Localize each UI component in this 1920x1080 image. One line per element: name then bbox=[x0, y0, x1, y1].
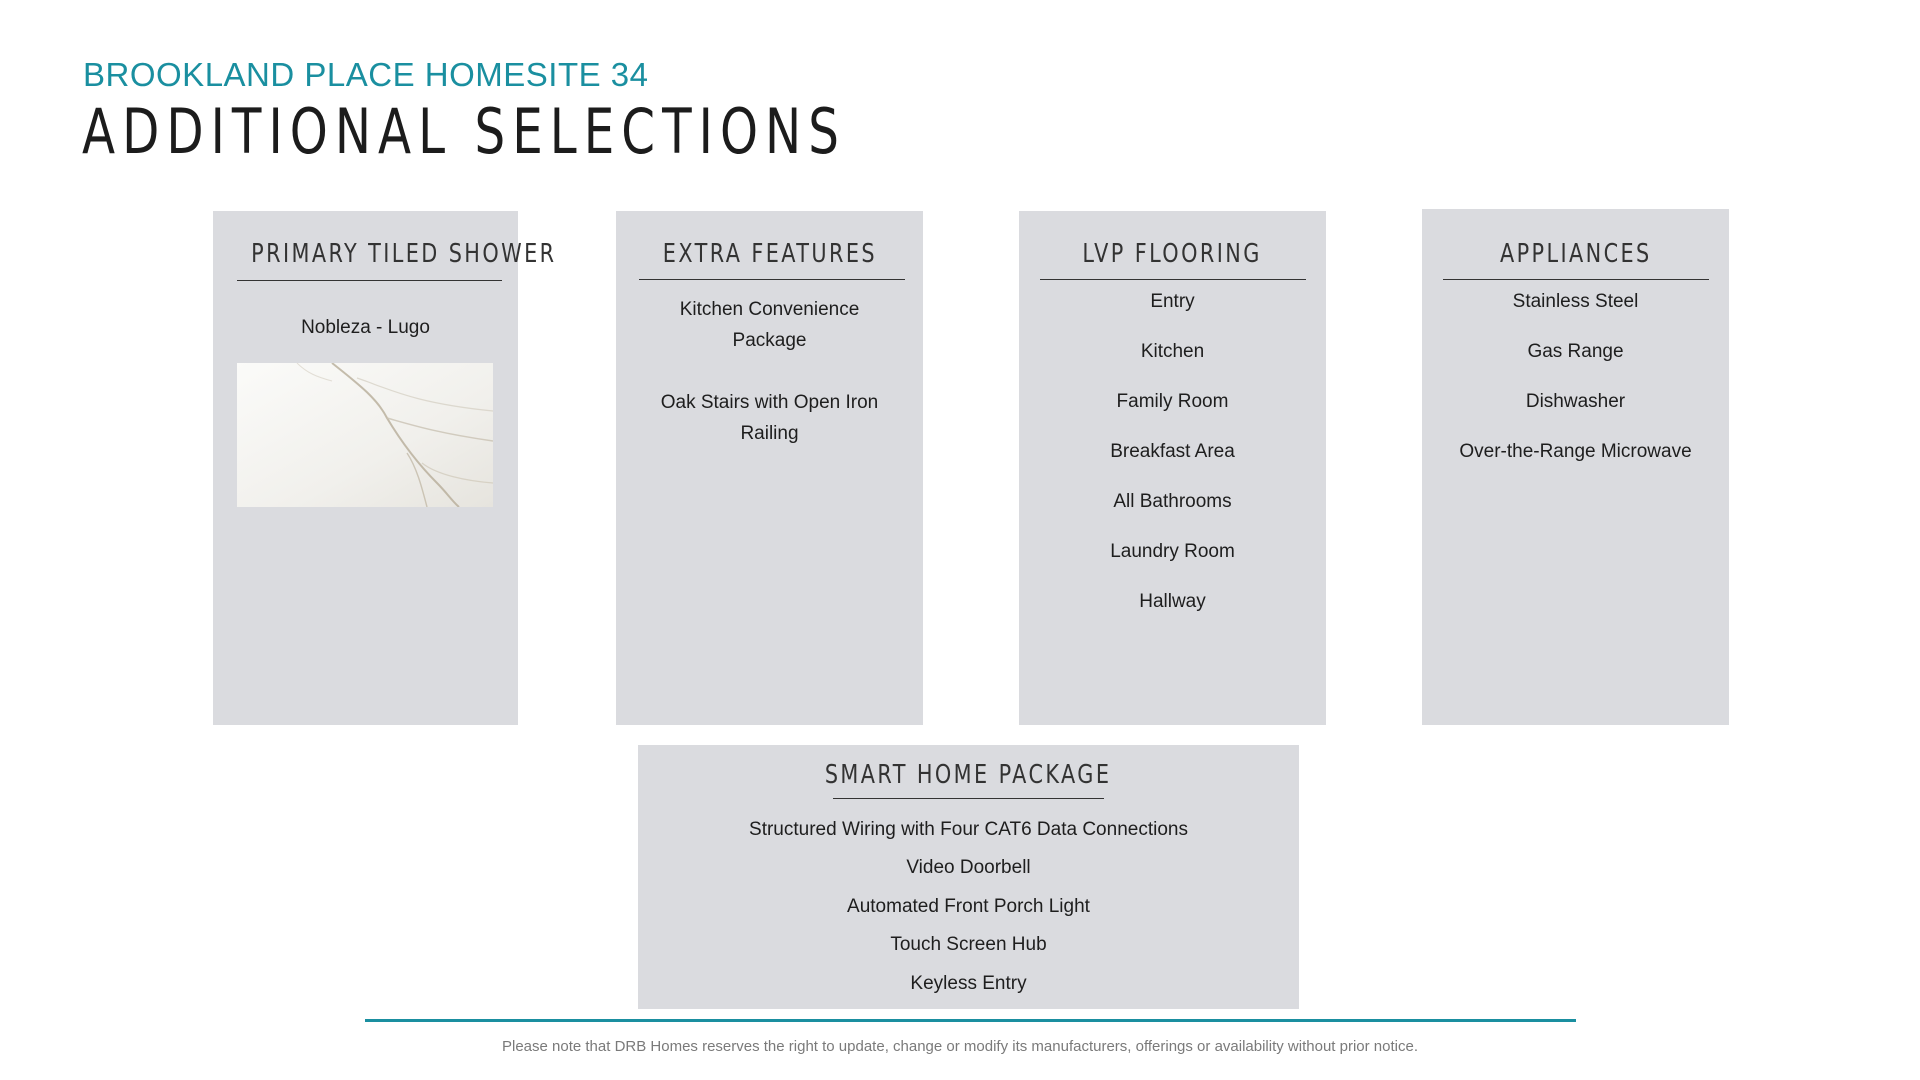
card-header bbox=[1019, 239, 1326, 269]
list-item: Family Room bbox=[1116, 391, 1229, 412]
card-appliances bbox=[1422, 209, 1729, 725]
list-item: Breakfast Area bbox=[1110, 441, 1235, 462]
card-title-divider bbox=[1443, 279, 1709, 280]
card-extra-features bbox=[616, 211, 923, 725]
card-header bbox=[638, 760, 1299, 790]
card-lvp-flooring bbox=[1019, 211, 1326, 725]
list-item: Keyless Entry bbox=[910, 973, 1027, 994]
marble-pattern-icon bbox=[237, 363, 493, 507]
card-smart-home-package bbox=[638, 745, 1299, 1009]
card-header bbox=[213, 239, 557, 269]
list-item: Touch Screen Hub bbox=[890, 934, 1047, 955]
list-item: Gas Range bbox=[1527, 341, 1624, 362]
card-title-divider bbox=[639, 279, 905, 280]
list-item: Kitchen bbox=[1140, 341, 1205, 362]
card-title: APPLIANCES bbox=[1499, 239, 1652, 269]
page-title: ADDITIONAL SELECTIONS bbox=[82, 95, 846, 168]
card-header bbox=[1422, 239, 1729, 269]
disclaimer-text: Please note that DRB Homes reserves the right to update, change or modify its manufacturers, offerings or availability without prior notice. bbox=[501, 1038, 1418, 1055]
card-title-divider bbox=[1040, 279, 1306, 280]
footer-divider bbox=[365, 1019, 1576, 1022]
list-item: Stainless Steel bbox=[1512, 291, 1639, 312]
card-title: EXTRA FEATURES bbox=[662, 239, 877, 269]
list-item: Dishwasher bbox=[1525, 391, 1626, 412]
list-item: All Bathrooms bbox=[1113, 491, 1232, 512]
list-item: Kitchen Convenience Package bbox=[679, 299, 860, 351]
list-item: Over-the-Range Microwave bbox=[1459, 441, 1692, 462]
list-item: Structured Wiring with Four CAT6 Data Connections bbox=[749, 819, 1188, 840]
card-title: LVP FLOORING bbox=[1082, 239, 1263, 269]
list-item: Hallway bbox=[1139, 591, 1206, 612]
card-header bbox=[616, 239, 923, 269]
card-title: SMART HOME PACKAGE bbox=[825, 760, 1112, 790]
list-item: Nobleza - Lugo bbox=[301, 317, 430, 338]
list-item: Video Doorbell bbox=[906, 857, 1031, 878]
list-item: Automated Front Porch Light bbox=[847, 896, 1090, 917]
card-title-divider bbox=[237, 280, 502, 281]
list-item: Entry bbox=[1150, 291, 1195, 312]
community-homesite-label: BROOKLAND PLACE HOMESITE 34 bbox=[83, 56, 649, 93]
list-item: Oak Stairs with Open Iron Railing bbox=[660, 392, 879, 444]
marble-tile-swatch bbox=[237, 363, 493, 507]
card-primary-tiled-shower bbox=[213, 211, 557, 725]
card-title: PRIMARY TILED SHOWER bbox=[251, 239, 557, 269]
list-item: Laundry Room bbox=[1110, 541, 1235, 562]
card-title-divider bbox=[833, 798, 1104, 799]
